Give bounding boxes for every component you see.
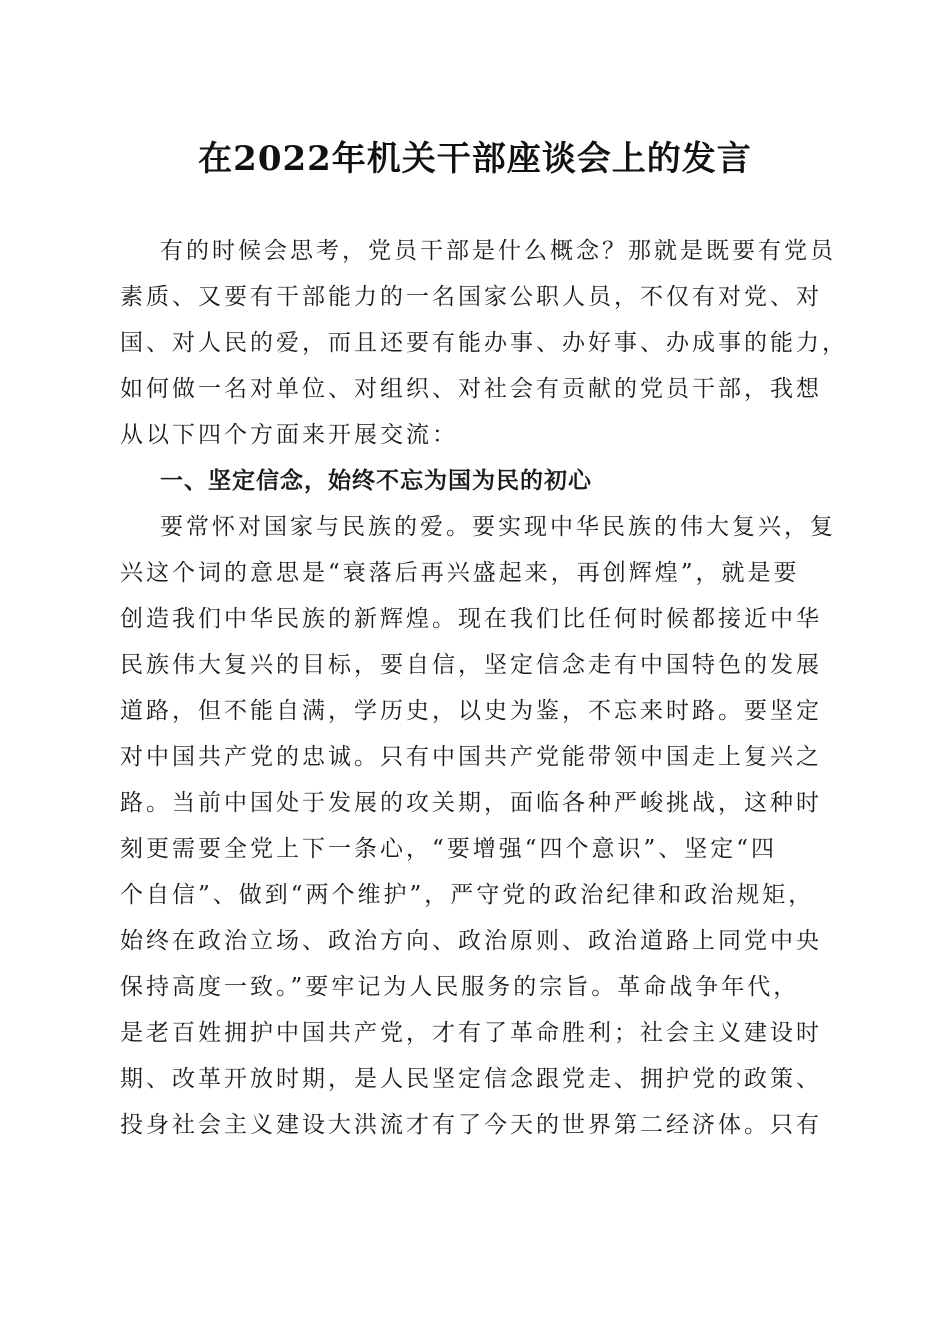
paragraph-line: 兴这个词的意思是“衰落后再兴盛起来，再创辉煌”，就是要	[120, 560, 800, 586]
paragraph-line: 投身社会主义建设大洪流才有了今天的世界第二经济体。只有	[120, 1112, 822, 1138]
paragraph-line: 路。当前中国处于发展的攻关期，面临各种严峻挑战，这种时	[120, 790, 822, 816]
paragraph-line: 要常怀对国家与民族的爱。要实现中华民族的伟大复兴，复	[160, 514, 836, 540]
paragraph-line: 创造我们中华民族的新辉煌。现在我们比任何时候都接近中华	[120, 606, 822, 632]
paragraph-line: 期、改革开放时期，是人民坚定信念跟党走、拥护党的政策、	[120, 1066, 822, 1092]
paragraph-line: 国、对人民的爱，而且还要有能办事、办好事、办成事的能力，	[120, 330, 848, 356]
paragraph-line: 对中国共产党的忠诚。只有中国共产党能带领中国走上复兴之	[120, 744, 822, 770]
paragraph-line: 是老百姓拥护中国共产党，才有了革命胜利；社会主义建设时	[120, 1020, 822, 1046]
paragraph-line: 有的时候会思考，党员干部是什么概念？那就是既要有党员	[160, 238, 836, 264]
paragraph-line: 从以下四个方面来开展交流：	[120, 422, 458, 448]
paragraph-line: 个自信”、做到“两个维护”，严守党的政治纪律和政治规矩，	[120, 882, 815, 908]
paragraph-line: 民族伟大复兴的目标，要自信，坚定信念走有中国特色的发展	[120, 652, 822, 678]
paragraph-line: 刻更需要全党上下一条心，“要增强“四个意识”、坚定“四	[120, 836, 778, 862]
paragraph-line: 如何做一名对单位、对组织、对社会有贡献的党员干部，我想	[120, 376, 822, 402]
paragraph-line: 素质、又要有干部能力的一名国家公职人员，不仅有对党、对	[120, 284, 822, 310]
paragraph-line: 始终在政治立场、政治方向、政治原则、政治道路上同党中央	[120, 928, 822, 954]
paragraph-line: 保持高度一致。”要牢记为人民服务的宗旨。革命战争年代，	[120, 974, 800, 1000]
section-heading: 一、坚定信念，始终不忘为国为民的初心	[160, 468, 592, 494]
paragraph-line: 道路，但不能自满，学历史，以史为鉴，不忘来时路。要坚定	[120, 698, 822, 724]
document-body	[120, 228, 848, 1148]
document-title: 在2022年机关干部座谈会上的发言	[198, 139, 752, 179]
